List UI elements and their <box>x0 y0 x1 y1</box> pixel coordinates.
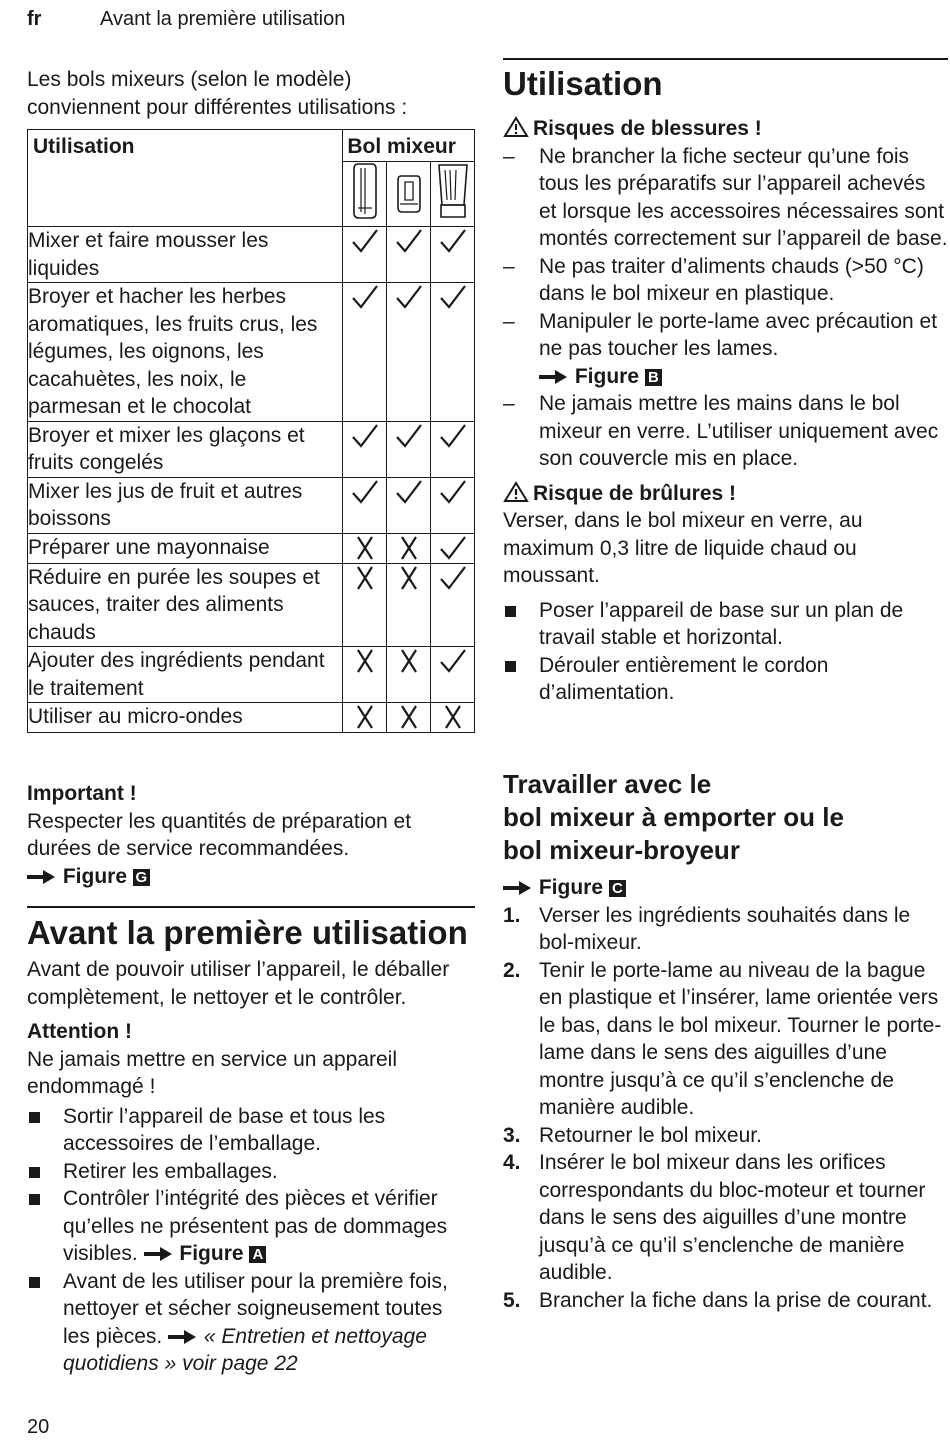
list-item-text: Dérouler entièrement le cordon d’alimentation. <box>539 653 829 704</box>
figure-word: Figure <box>179 1242 244 1265</box>
section-rule <box>503 58 948 60</box>
to-go-bowl-icon <box>343 161 387 226</box>
injury-warning <box>503 115 948 143</box>
cross-icon <box>343 533 387 563</box>
attention-text: Ne jamais mettre en service un appareil endommagé ! <box>27 1047 398 1098</box>
list-item-text: Ne jamais mettre les mains dans le bol mixeur en verre. L’utiliser uniquement avec son couvercle mis en place. <box>539 392 939 470</box>
bullet-square-icon <box>29 1167 40 1178</box>
running-header-title: Avant la première utilisation <box>100 8 346 30</box>
check-icon <box>431 477 475 533</box>
cross-icon <box>343 563 387 647</box>
important-block <box>27 780 447 890</box>
figure-ref <box>144 1242 267 1265</box>
row-label: Utiliser au micro-ondes <box>28 703 343 733</box>
page-reference-link[interactable]: « Entretien et nettoyage quotidiens » voir page 22 <box>63 1324 427 1375</box>
list-item-text: Retirer les emballages. <box>63 1159 278 1183</box>
bowl-intro: Les bols mixeurs (selon le modèle) conviennent pour différentes utilisations : <box>27 68 408 119</box>
figure-letter: A <box>249 1246 266 1263</box>
cross-icon <box>343 703 387 733</box>
list-item <box>503 902 948 957</box>
cross-icon <box>387 703 431 733</box>
row-label: Mixer les jus de fruit et autres boissons <box>28 477 343 533</box>
first-use-title: Avant la première utilisation <box>27 914 468 951</box>
row-label: Ajouter des ingrédients pendant le traitement <box>28 647 343 703</box>
burn-text: Verser, dans le bol mixeur en verre, au maximum 0,3 litre de liquide chaud ou moussant. <box>503 509 863 587</box>
list-item <box>503 253 948 308</box>
list-item <box>27 1103 475 1158</box>
check-icon <box>343 421 387 477</box>
list-item <box>503 143 948 253</box>
step-number: 2. <box>503 958 521 982</box>
chopper-bowl-icon <box>387 161 431 226</box>
figure-letter: G <box>133 869 150 886</box>
list-item-text: Poser l’appareil de base sur un plan de travail stable et horizontal. <box>539 598 904 649</box>
list-item-text: Insérer le bol mixeur dans les orifices correspondants du bloc-moteur et tourner dans le sens des aiguilles d’une montre jusqu’à ce qu’il s’enclenche de manière audible. <box>539 1151 926 1284</box>
check-icon <box>431 283 475 422</box>
burn-title: Risque de brûlures ! <box>533 481 737 505</box>
cross-icon <box>387 563 431 647</box>
list-item-text: Sortir l’appareil de base et tous les accessoires de l’emballage. <box>63 1104 386 1155</box>
usage-title: Utilisation <box>503 65 663 102</box>
list-item <box>503 390 948 473</box>
dash-bullet: – <box>503 309 515 333</box>
injury-title: Risques de blessures ! <box>533 117 762 140</box>
check-icon <box>431 533 475 563</box>
figure-word: Figure <box>62 864 128 888</box>
check-icon <box>387 421 431 477</box>
bullet-square-icon <box>505 661 516 672</box>
working-title <box>503 768 948 867</box>
first-use-block <box>27 956 475 1378</box>
table-row <box>28 533 475 563</box>
list-item <box>27 1158 475 1186</box>
table-row <box>28 703 475 733</box>
figure-word: Figure <box>574 364 640 388</box>
row-label: Broyer et hacher les herbes aromatiques, les fruits crus, les légumes, les oignons, les cacahuètes, les noix, le parmesan et le chocolat <box>28 283 343 422</box>
list-item <box>503 957 948 1122</box>
row-label: Réduire en purée les soupes et sauces, traiter des aliments chauds <box>28 563 343 647</box>
list-item <box>27 1268 475 1378</box>
list-item-text: Avant de les utiliser pour la première fois, nettoyer et sécher soigneusement toutes les pièces. <box>63 1269 448 1348</box>
check-icon <box>387 227 431 283</box>
bullet-square-icon <box>29 1277 40 1288</box>
glass-jug-icon <box>431 161 475 226</box>
list-item-text: Ne pas traiter d’aliments chauds (>50 °C) dans le bol mixeur en plastique. <box>539 254 924 305</box>
working-title-line: bol mixeur-broyeur <box>503 835 740 865</box>
dash-bullet: – <box>503 254 515 278</box>
check-icon <box>431 421 475 477</box>
figure-ref <box>503 874 948 902</box>
working-title-line: Travailler avec le <box>503 769 712 799</box>
usage-block <box>503 115 948 707</box>
list-item-text: Manipuler le porte-lame avec précaution et ne pas toucher les lames. <box>539 309 938 360</box>
check-icon <box>387 477 431 533</box>
list-item-text: Brancher la fiche dans la prise de courant. <box>539 1288 933 1312</box>
list-item-text: Verser les ingrédients souhaités dans le bol-mixeur. <box>539 903 911 954</box>
step-number: 5. <box>503 1288 521 1312</box>
warning-triangle-icon <box>503 116 529 138</box>
step-number: 1. <box>503 903 521 927</box>
cross-icon <box>343 647 387 703</box>
important-text: Respecter les quantités de préparation et durées de service recommandées. <box>27 809 412 860</box>
working-steps <box>503 874 948 1314</box>
list-item <box>27 1185 475 1268</box>
row-label: Préparer une mayonnaise <box>28 533 343 563</box>
table-row <box>28 283 475 422</box>
col-header-usage: Utilisation <box>28 130 343 227</box>
figure-word: Figure <box>538 876 604 899</box>
list-item <box>503 1287 948 1315</box>
list-item-text: Contrôler l’intégrité des pièces et vérifier qu’elles ne présentent pas de dommages visibles. <box>63 1187 448 1265</box>
bullet-square-icon <box>29 1194 40 1205</box>
step-number: 3. <box>503 1123 521 1147</box>
col-header-bowl: Bol mixeur <box>343 130 475 162</box>
row-label: Mixer et faire mousser les liquides <box>28 227 343 283</box>
table-row <box>28 227 475 283</box>
list-item <box>503 652 948 707</box>
bowl-usage-table <box>27 129 475 733</box>
table-row <box>28 563 475 647</box>
warning-triangle-icon <box>503 481 529 503</box>
check-icon <box>431 227 475 283</box>
check-icon <box>431 563 475 647</box>
list-item-text: Tenir le porte-lame au niveau de la bague en plastique et l’insérer, lame orientée vers le bas, dans le bol mixeur. Tourner le porte-lame dans le sens des aiguilles d’une montre jusqu’à ce qu’il s’enclenche de manière audible. <box>539 958 942 1119</box>
dash-bullet: – <box>503 144 515 168</box>
first-use-intro: Avant de pouvoir utiliser l’appareil, le déballer complètement, le nettoyer et le contrôler. <box>27 958 450 1009</box>
table-row <box>28 421 475 477</box>
working-title-line: bol mixeur à emporter ou le <box>503 802 844 832</box>
cross-icon <box>387 533 431 563</box>
section-rule <box>27 906 475 908</box>
row-label: Broyer et mixer les glaçons et fruits congelés <box>28 421 343 477</box>
dash-bullet: – <box>503 392 515 415</box>
figure-letter: B <box>645 369 662 386</box>
list-item <box>503 597 948 652</box>
attention-title: Attention ! <box>27 1020 132 1043</box>
table-header-row <box>28 130 475 162</box>
cross-icon <box>387 647 431 703</box>
cross-icon <box>431 703 475 733</box>
list-item <box>503 1122 948 1150</box>
burn-warning <box>503 480 948 508</box>
list-item <box>503 1149 948 1287</box>
page-number: 20 <box>27 1416 50 1438</box>
figure-letter: C <box>609 880 626 897</box>
language-code: fr <box>27 8 42 30</box>
arrow-right-icon <box>503 880 533 896</box>
list-item-text: Ne brancher la fiche secteur qu’une fois tous les préparatifs sur l’appareil achevés et lorsque les accessoires nécessaires sont montés correctement sur l’appareil de base. <box>539 144 948 250</box>
table-row <box>28 647 475 703</box>
table-row <box>28 477 475 533</box>
arrow-right-icon <box>168 1329 198 1345</box>
arrow-right-icon <box>539 369 569 385</box>
list-item <box>503 308 948 391</box>
figure-ref <box>539 363 948 391</box>
step-number: 4. <box>503 1151 521 1174</box>
list-item-text: Retourner le bol mixeur. <box>539 1123 762 1147</box>
figure-ref <box>27 863 447 891</box>
check-icon <box>343 283 387 422</box>
check-icon <box>431 647 475 703</box>
arrow-right-icon <box>27 869 57 885</box>
check-icon <box>387 283 431 422</box>
bullet-square-icon <box>29 1112 40 1123</box>
check-icon <box>343 477 387 533</box>
arrow-right-icon <box>144 1246 174 1262</box>
important-title: Important ! <box>27 782 137 805</box>
bullet-square-icon <box>505 606 516 617</box>
check-icon <box>343 227 387 283</box>
